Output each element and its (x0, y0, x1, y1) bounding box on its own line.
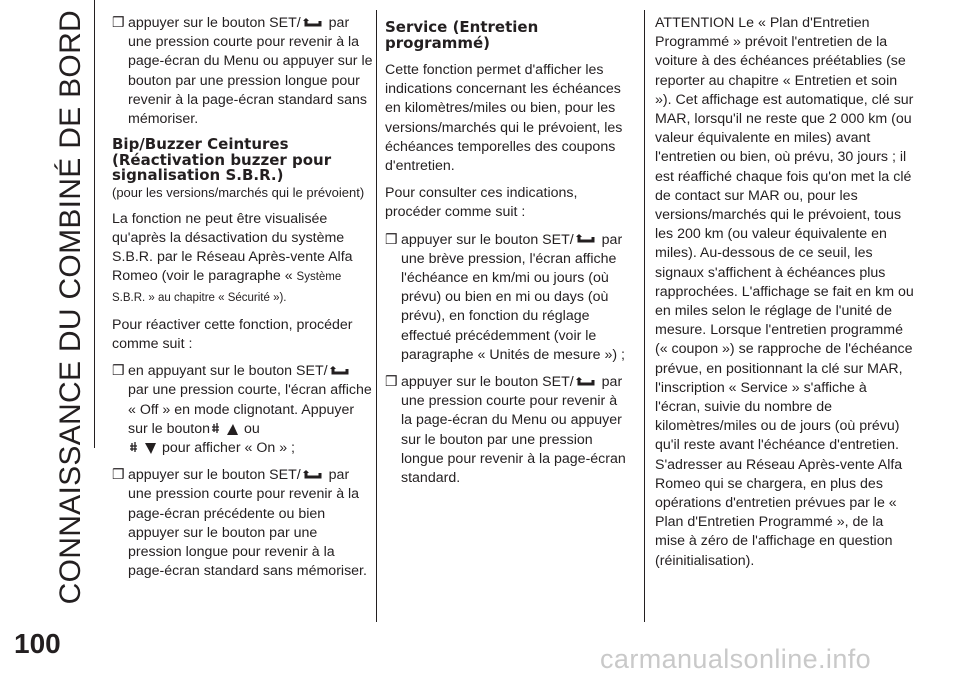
checkbox-bullet-icon: ❒ (385, 374, 398, 391)
list-item: ❒ appuyer sur le bouton SET/ par une pression courte pour revenir à la page-écran précédente ou bien appuyer sur le bouton par une pression longue pour revenir à la page-écran standard sans mémoriser. (112, 467, 367, 580)
list-item: ❒ appuyer sur le bouton SET/ par une pression courte pour revenir à la page-écran du Menu ou appuyer sur le bouton par une pression longue pour revenir à la page-écran standard. (385, 374, 626, 487)
page-number: 100 (14, 628, 61, 659)
column-1 (112, 14, 374, 589)
column-3 (655, 14, 915, 579)
list-item: ❒ appuyer sur le bouton SET/ par une brève pression, l'écran affiche l'échéance en km/mi ou jours (où prévu) ou bien en mi ou days (où prévu), en fonction du réglage effectué précédemment (voir le paragraphe « Unités de mesure ») ; (385, 231, 625, 363)
checkbox-bullet-icon: ❒ (385, 231, 398, 248)
attention-paragraph: ATTENTION Le « Plan d'Entretien Programmé » prévoit l'entretien de la voiture à des échéances préétablies (se reporter au chapitre « Entretien et soin »). Cet affichage est automatique, clé sur MAR, lorsqu'il ne reste que 2 000 km (ou valeur équivalente en miles) avant l'entretien ou bien, où prévu, 30 jours ; il est réaffiché chaque fois qu'on met la clé de contact sur MAR ou, pour les versions/marchés qui le prévoient, tous les 200 km (ou valeur équivalente en miles). Au-dessous de ce seuil, les signaux s'affichent à échéances plus rapprochées. L'affichage se fait en km ou en miles selon le réglage de l'unité de mesure. Lorsque l'entretien programmé (« coupon ») se rapproche de l'échéance prévue, en positionnant la clé sur MAR, l'inscription « Service » s'affiche à l'écran, suivie du nombre de kilomètres/miles ou de jours (où prévu) qu'il reste avant l'échéance d'entretien. S'adresser au Réseau Après-vente Alfa Romeo qui se chargera, en plus des opérations d'entretien prévues par le « Plan d'Entretien Programmé », de la mise à zéro de l'affichage en question (réinitialisation). (655, 15, 914, 569)
watermark-text: carmanualsonline.info (600, 644, 872, 674)
checkbox-bullet-icon: ❒ (112, 363, 125, 380)
section-subheading: (pour les versions/marchés qui le prévoient) (112, 184, 365, 200)
return-button-icon (575, 234, 597, 245)
list-item: ❒ en appuyant sur le bouton SET/ par une pression courte, l'écran affiche « Off » en mode clignotant. Appuyer sur le bouton ou pour afficher « On » ; (112, 363, 372, 456)
sidebar-rule (94, 0, 95, 448)
light-up-arrow-icon (211, 421, 239, 437)
return-button-icon (302, 18, 324, 29)
return-button-icon (575, 377, 597, 388)
checkbox-bullet-icon: ❒ (112, 15, 125, 31)
paragraph: Cette fonction permet d'afficher les indications concernant les échéances en kilomètres/miles ou bien, pour les versions/marchés qui le prévoient, les échéances temporelles des coupons d'entretien. (385, 62, 623, 175)
chapter-title-text: CONNAISSANCE DU COMBINÉ DE BORD (54, 10, 87, 605)
column-2 (385, 14, 631, 496)
paragraph: Pour réactiver cette fonction, procéder comme suit : (112, 316, 353, 352)
chapter-side-title (40, 10, 102, 620)
return-button-icon (302, 470, 324, 481)
list-item: ❒ appuyer sur le bouton SET/ par une pression courte pour revenir à la page-écran du Menu ou appuyer sur le bouton par une pression longue pour revenir à la page-écran standard sans mémoriser. (112, 15, 373, 128)
column-divider (644, 10, 645, 622)
section-heading: Bip/Buzzer Ceintures (Réactivation buzzer pour signalisation S.B.R.) (112, 135, 332, 185)
paragraph: Pour consulter ces indications, procéder comme suit : (385, 185, 578, 221)
return-button-icon (329, 366, 351, 377)
light-down-arrow-icon (129, 440, 157, 456)
section-heading: Service (Entretien programmé) (385, 18, 539, 52)
checkbox-bullet-icon: ❒ (112, 467, 125, 484)
column-divider (376, 10, 377, 622)
paragraph: La fonction ne peut être visualisée qu'après la désactivation du système S.B.R. par le Réseau Après-vente Alfa Romeo (voir le paragraphe « Système S.B.R. » au chapitre « Sécurité »). (112, 210, 353, 304)
